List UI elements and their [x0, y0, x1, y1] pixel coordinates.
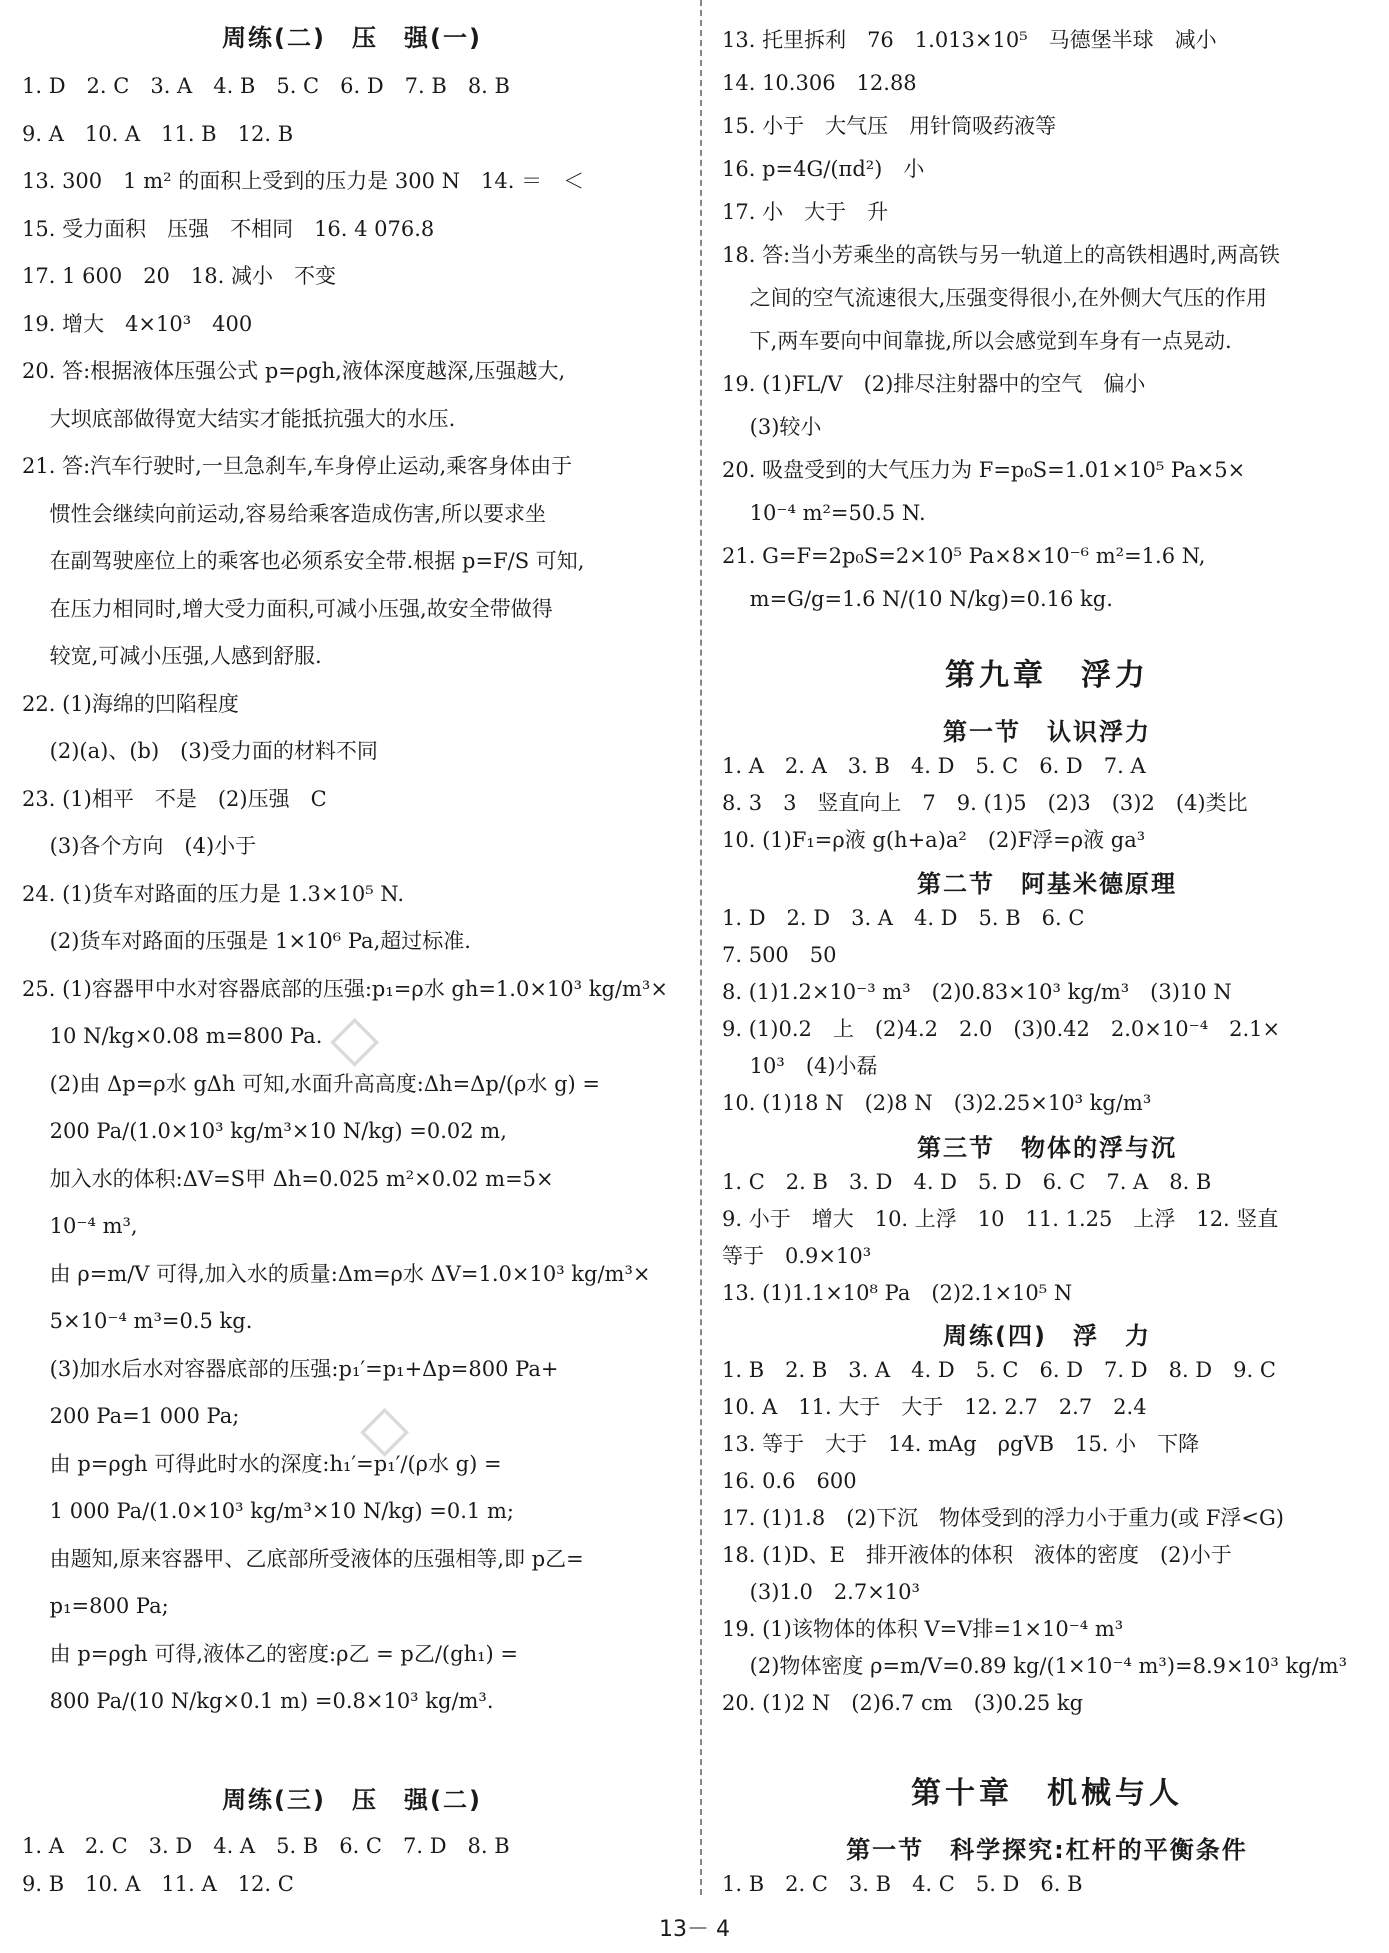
answer-line: 20. (1)2 N (2)6.7 cm (3)0.25 kg	[722, 1691, 1084, 1715]
answer-line: 8. 3 3 竖直向上 7 9. (1)5 (2)3 (3)2 (4)类比	[722, 791, 1248, 815]
answer-line: 13. 300 1 m² 的面积上受到的压力是 300 N 14. ＝ ＜	[22, 169, 585, 193]
answer-line: 16. 0.6 600	[722, 1469, 857, 1493]
answer-line: 之间的空气流速很大,压强变得很小,在外侧大气压的作用	[722, 286, 1268, 310]
answer-line: 5×10⁻⁴ m³=0.5 kg.	[22, 1309, 253, 1333]
column-divider	[700, 0, 702, 1895]
answer-line: 等于 0.9×10³	[722, 1244, 872, 1268]
answer-line: 由题知,原来容器甲、乙底部所受液体的压强相等,即 p乙=	[22, 1546, 584, 1571]
answer-line: 下,两车要向中间靠拢,所以会感觉到车身有一点晃动.	[722, 329, 1232, 353]
answer-line: 1. D 2. C 3. A 4. B 5. C 6. D 7. B 8. B	[22, 74, 510, 98]
answer-line: 10⁻⁴ m³,	[22, 1214, 138, 1238]
answer-line: 由 p=ρgh 可得,液体乙的密度:ρ乙 = p乙/(gh₁) =	[22, 1641, 518, 1666]
answer-line: 1. B 2. C 3. B 4. C 5. D 6. B	[722, 1872, 1083, 1896]
week4-title: 周练(四) 浮 力	[943, 1322, 1151, 1350]
answer-line: p₁=800 Pa;	[22, 1594, 169, 1618]
answer-line: m=G/g=1.6 N/(10 N/kg)=0.16 kg.	[722, 587, 1113, 611]
answer-line: (2)由 Δp=ρ水 gΔh 可知,水面升高高度:Δh=Δp/(ρ水 g) =	[22, 1071, 600, 1096]
answer-line: (3)较小	[722, 415, 822, 439]
answer-line: 21. 答:汽车行驶时,一旦急刹车,车身停止运动,乘客身体由于	[22, 454, 573, 478]
answer-line: 10³ (4)小磊	[722, 1054, 878, 1078]
answer-line: 14. 10.306 12.88	[722, 71, 917, 95]
chapter10-title: 第十章 机械与人	[911, 1776, 1183, 1811]
answer-line: 13. 等于 大于 14. mAg ρgVB 15. 小 下降	[722, 1432, 1200, 1456]
answer-line: 在副驾驶座位上的乘客也必须系安全带.根据 p=F/S 可知,	[22, 549, 585, 573]
answer-line: 22. (1)海绵的凹陷程度	[22, 691, 239, 716]
answer-line: 加入水的体积:ΔV=S甲 Δh=0.025 m²×0.02 m=5×	[22, 1166, 554, 1191]
answer-line: (2)货车对路面的压强是 1×10⁶ Pa,超过标准.	[22, 929, 471, 953]
answer-line: 10. A 11. 大于 大于 12. 2.7 2.7 2.4	[722, 1395, 1147, 1419]
answer-line: 由 ρ=m/V 可得,加入水的质量:Δm=ρ水 ΔV=1.0×10³ kg/m³×	[22, 1261, 651, 1286]
answer-line: 9. (1)0.2 上 (2)4.2 2.0 (3)0.42 2.0×10⁻⁴ 2.1×	[722, 1017, 1281, 1041]
watermark-mark: ◇	[330, 1000, 380, 1075]
answer-line: 在压力相同时,增大受力面积,可减小压强,故安全带做得	[22, 596, 553, 621]
answer-line: 18. (1)D、E 排开液体的体积 液体的密度 (2)小于	[722, 1543, 1232, 1567]
answer-line: 19. 增大 4×10³ 400	[22, 311, 253, 336]
heading-week2: 周练(二) 压 强(一)	[222, 24, 482, 52]
answer-line: (3)各个方向 (4)小于	[22, 834, 257, 858]
section-3-title: 第三节 物体的浮与沉	[917, 1134, 1177, 1162]
section-1-title: 第一节 认识浮力	[943, 718, 1151, 746]
answer-line: 由 p=ρgh 可得此时水的深度:h₁′=p₁′/(ρ水 g) =	[22, 1451, 502, 1476]
answer-line: 9. B 10. A 11. A 12. C	[22, 1872, 294, 1896]
answer-line: 1. A 2. C 3. D 4. A 5. B 6. C 7. D 8. B	[22, 1834, 510, 1858]
answer-line: 10 N/kg×0.08 m=800 Pa.	[22, 1024, 323, 1048]
answer-line: 13. (1)1.1×10⁸ Pa (2)2.1×10⁵ N	[722, 1281, 1073, 1305]
watermark-mark: ◇	[360, 1390, 410, 1465]
answer-line: 20. 答:根据液体压强公式 p=ρgh,液体深度越深,压强越大,	[22, 359, 566, 383]
answer-line: 15. 小于 大气压 用针筒吸药液等	[722, 114, 1057, 138]
answer-line: 1 000 Pa/(1.0×10³ kg/m³×10 N/kg) =0.1 m;	[22, 1499, 514, 1523]
answer-line: 21. G=F=2p₀S=2×10⁵ Pa×8×10⁻⁶ m²=1.6 N,	[722, 544, 1206, 568]
answer-line: 1. C 2. B 3. D 4. D 5. D 6. C 7. A 8. B	[722, 1170, 1212, 1194]
answer-line: 24. (1)货车对路面的压力是 1.3×10⁵ N.	[22, 881, 405, 906]
chapter10-section1-title: 第一节 科学探究:杠杆的平衡条件	[846, 1836, 1248, 1864]
answer-line: 7. 500 50	[722, 943, 837, 967]
answer-line: 16. p=4G/(πd²) 小	[722, 157, 925, 181]
answer-line: 10⁻⁴ m²=50.5 N.	[722, 501, 926, 525]
answer-line: 8. (1)1.2×10⁻³ m³ (2)0.83×10³ kg/m³ (3)10 N	[722, 980, 1232, 1004]
answer-line: 9. 小于 增大 10. 上浮 10 11. 1.25 上浮 12. 竖直	[722, 1207, 1279, 1231]
answer-line: 25. (1)容器甲中水对容器底部的压强:p₁=ρ水 gh=1.0×10³ kg/m³×	[22, 976, 668, 1001]
answer-line: 23. (1)相平 不是 (2)压强 C	[22, 786, 327, 811]
answer-line: 9. A 10. A 11. B 12. B	[22, 121, 294, 146]
chapter9-title: 第九章 浮力	[945, 658, 1149, 693]
answer-line: 1. A 2. A 3. B 4. D 5. C 6. D 7. A	[722, 754, 1146, 778]
heading-week3: 周练(三) 压 强(二)	[222, 1786, 482, 1814]
answer-line: 19. (1)FL/V (2)排尽注射器中的空气 偏小	[722, 372, 1146, 396]
page-number: 13－ 4	[659, 1917, 730, 1942]
answer-line: 200 Pa/(1.0×10³ kg/m³×10 N/kg) =0.02 m,	[22, 1119, 507, 1143]
answer-line: 10. (1)F₁=ρ液 g(h+a)a² (2)F浮=ρ液 ga³	[722, 828, 1146, 852]
answer-line: (2)(a)、(b) (3)受力面的材料不同	[22, 739, 378, 763]
answer-line: 1. B 2. B 3. A 4. D 5. C 6. D 7. D 8. D 9. C	[722, 1358, 1276, 1382]
answer-line: 17. 小 大于 升	[722, 200, 889, 224]
answer-line: 19. (1)该物体的体积 V=V排=1×10⁻⁴ m³	[722, 1617, 1124, 1641]
answer-line: (2)物体密度 ρ=m/V=0.89 kg/(1×10⁻⁴ m³)=8.9×10³ kg/m³	[722, 1654, 1348, 1678]
answer-line: 200 Pa=1 000 Pa;	[22, 1404, 240, 1428]
answer-line: 大坝底部做得宽大结实才能抵抗强大的水压.	[22, 406, 456, 431]
answer-line: 较宽,可减小压强,人感到舒服.	[22, 644, 322, 668]
answer-line: 17. (1)1.8 (2)下沉 物体受到的浮力小于重力(或 F浮<G)	[722, 1506, 1284, 1530]
answer-line: 13. 托里拆利 76 1.013×10⁵ 马德堡半球 减小	[722, 28, 1217, 52]
answer-line: 17. 1 600 20 18. 减小 不变	[22, 264, 336, 288]
answer-line: 20. 吸盘受到的大气压力为 F=p₀S=1.01×10⁵ Pa×5×	[722, 458, 1246, 482]
answer-line: 10. (1)18 N (2)8 N (3)2.25×10³ kg/m³	[722, 1091, 1152, 1115]
answer-line: 1. D 2. D 3. A 4. D 5. B 6. C	[722, 906, 1085, 930]
section-2-title: 第二节 阿基米德原理	[917, 870, 1177, 898]
answer-line: 18. 答:当小芳乘坐的高铁与另一轨道上的高铁相遇时,两高铁	[722, 243, 1280, 267]
answer-line: (3)1.0 2.7×10³	[722, 1580, 920, 1604]
answer-line: 惯性会继续向前运动,容易给乘客造成伤害,所以要求坐	[22, 501, 547, 526]
answer-line: 800 Pa/(10 N/kg×0.1 m) =0.8×10³ kg/m³.	[22, 1689, 494, 1713]
answer-line: 15. 受力面积 压强 不相同 16. 4 076.8	[22, 216, 435, 241]
answer-line: (3)加水后水对容器底部的压强:p₁′=p₁+Δp=800 Pa+	[22, 1356, 559, 1381]
